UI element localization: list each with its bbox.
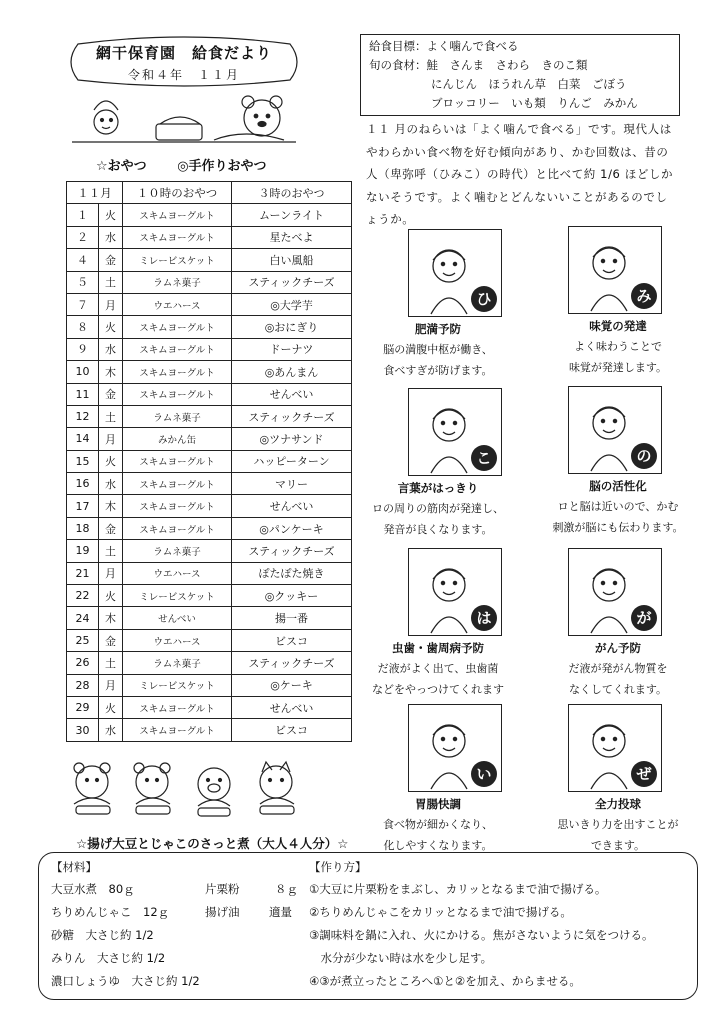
season-line: 鮭 さんま さわら きのこ類: [426, 58, 588, 72]
recipe-step: ③調味料を鍋に入れ、火にかける。焦がさないように気をつける。: [309, 928, 654, 942]
weekday-cell: 月: [99, 674, 123, 696]
season-label: 旬の食材：: [369, 58, 427, 72]
issue-date: 令和４年 １１月: [127, 68, 240, 82]
morning-snack-cell: ミレービスケット: [123, 674, 232, 696]
table-row: [67, 629, 352, 651]
table-row: [67, 562, 352, 584]
weekday-cell: 木: [99, 361, 123, 383]
ingredient-qty: 適量: [269, 905, 292, 919]
goal-label: 給食目標：: [369, 39, 427, 53]
weekday-cell: 月: [99, 428, 123, 450]
day-cell: 17: [67, 495, 99, 517]
table-row: [67, 383, 352, 405]
day-cell: 21: [67, 562, 99, 584]
afternoon-snack-cell: ぽたぽた焼き: [232, 562, 352, 584]
benefit-illustration: [408, 704, 502, 792]
day-cell: 29: [67, 696, 99, 718]
afternoon-snack-cell: せんべい: [232, 696, 352, 718]
ingredient-item: 揚げ油: [205, 905, 240, 919]
benefit-description: なくしてくれます。: [568, 683, 668, 696]
weekday-cell: 金: [99, 629, 123, 651]
benefit-badge: み: [631, 283, 657, 309]
ingredient-item: ちりめんじゃこ 12ｇ: [51, 905, 170, 919]
benefit-illustration: [568, 548, 662, 636]
afternoon-snack-cell: ムーンライト: [232, 204, 352, 226]
benefit-illustration: [568, 386, 662, 474]
weekday-cell: 火: [99, 450, 123, 472]
weekday-cell: 土: [99, 271, 123, 293]
afternoon-snack-cell: ◎パンケーキ: [232, 517, 352, 539]
intro-paragraph: [366, 118, 684, 231]
recipe-step: ②ちりめんじゃこをカリッとなるまで油で揚げる。: [309, 905, 572, 919]
table-row: [67, 607, 352, 629]
ingredient-item: 濃口しょうゆ 大さじ約 1/2: [51, 974, 200, 988]
ingredient-item: 大豆水煮 80ｇ: [51, 882, 135, 896]
table-row: [67, 652, 352, 674]
weekday-cell: 土: [99, 540, 123, 562]
ingredient-qty: ８ｇ: [275, 882, 298, 896]
morning-snack-cell: ウエハース: [123, 629, 232, 651]
benefit-illustration: [408, 229, 502, 317]
benefit-illustration: [568, 226, 662, 314]
benefit-illustration: [408, 388, 502, 476]
benefit-description: ロの周りの筋肉が発達し、: [372, 502, 504, 515]
ingredient-item: みりん 大さじ約 1/2: [51, 951, 166, 965]
weekday-cell: 水: [99, 226, 123, 248]
intro-line: ょうか。: [366, 212, 415, 226]
table-row: [67, 293, 352, 315]
ingredients-label: 【材料】: [51, 860, 97, 874]
season-line: ブロッコリー いも類 りんご みかん: [431, 96, 638, 110]
day-cell: 19: [67, 540, 99, 562]
season-line: にんじん ほうれん草 白菜 ごぼう: [431, 77, 627, 91]
benefit-title: がん予防: [595, 641, 641, 655]
weekday-cell: 水: [99, 338, 123, 360]
day-cell: 22: [67, 585, 99, 607]
benefit-badge: ぜ: [631, 761, 657, 787]
afternoon-snack-cell: せんべい: [232, 383, 352, 405]
goal-row: [369, 37, 519, 55]
day-cell: ４: [67, 249, 99, 271]
benefit-title: 脳の活性化: [589, 479, 647, 493]
table-row: [67, 473, 352, 495]
benefit-description: よく味わうことで: [574, 340, 662, 353]
benefit-illustration: [408, 548, 502, 636]
table-header-row: [67, 182, 352, 204]
day-cell: 16: [67, 473, 99, 495]
morning-snack-cell: ラムネ菓子: [123, 271, 232, 293]
header-month: １１月: [67, 182, 123, 204]
benefit-title: 味覚の発達: [589, 319, 647, 333]
table-row: [67, 540, 352, 562]
season-row: [369, 56, 588, 74]
newsletter-header: [64, 36, 304, 148]
table-row: [67, 450, 352, 472]
weekday-cell: 月: [99, 562, 123, 584]
afternoon-snack-cell: マリー: [232, 473, 352, 495]
table-row: [67, 361, 352, 383]
legend-snack: ☆おやつ: [96, 159, 147, 174]
day-cell: 28: [67, 674, 99, 696]
benefit-badge: が: [631, 605, 657, 631]
table-row: [67, 428, 352, 450]
recipe-step: ①大豆に片栗粉をまぶし、カリッとなるまで油で揚げる。: [309, 882, 607, 896]
afternoon-snack-cell: 揚一番: [232, 607, 352, 629]
table-row: [67, 204, 352, 226]
table-row: [67, 495, 352, 517]
benefit-description: などをやっつけてくれます: [372, 683, 504, 696]
benefit-description: 化しやすくなります。: [383, 839, 493, 852]
benefit-title: 胃腸快調: [415, 797, 461, 811]
morning-snack-cell: せんべい: [123, 607, 232, 629]
table-row: [67, 696, 352, 718]
benefit-badge: い: [471, 761, 497, 787]
table-row: [67, 719, 352, 741]
day-cell: １: [67, 204, 99, 226]
weekday-cell: 土: [99, 652, 123, 674]
morning-snack-cell: スキムヨーグルト: [123, 719, 232, 741]
day-cell: ８: [67, 316, 99, 338]
afternoon-snack-cell: せんべい: [232, 495, 352, 517]
day-cell: 11: [67, 383, 99, 405]
morning-snack-cell: スキムヨーグルト: [123, 383, 232, 405]
afternoon-snack-cell: ◎ケーキ: [232, 674, 352, 696]
benefit-description: 食べ物が細かくなり、: [383, 818, 493, 831]
benefit-description: 思いきり力を出すことが: [557, 818, 679, 831]
weekday-cell: 水: [99, 719, 123, 741]
weekday-cell: 火: [99, 204, 123, 226]
intro-line: １１ 月のねらいは「よく噛んで食べる」です。現代人は: [366, 122, 672, 136]
morning-snack-cell: スキムヨーグルト: [123, 361, 232, 383]
benefit-description: できます。: [590, 839, 646, 852]
afternoon-snack-cell: ドーナツ: [232, 338, 352, 360]
weekday-cell: 木: [99, 607, 123, 629]
snack-menu-table: [66, 181, 352, 742]
table-row: [67, 271, 352, 293]
day-cell: 26: [67, 652, 99, 674]
weekday-cell: 木: [99, 495, 123, 517]
morning-snack-cell: スキムヨーグルト: [123, 338, 232, 360]
morning-snack-cell: ウエハース: [123, 562, 232, 584]
morning-snack-cell: ミレービスケット: [123, 585, 232, 607]
day-cell: ２: [67, 226, 99, 248]
weekday-cell: 火: [99, 696, 123, 718]
goal-value: よく噛んで食べる: [426, 39, 519, 53]
benefit-description: 食べすぎが防げます。: [383, 364, 493, 377]
benefit-description: だ液がよく出て、虫歯菌: [377, 662, 499, 675]
weekday-cell: 火: [99, 585, 123, 607]
morning-snack-cell: スキムヨーグルト: [123, 316, 232, 338]
afternoon-snack-cell: ◎あんまん: [232, 361, 352, 383]
benefit-title: 言葉がはっきり: [397, 481, 479, 495]
benefit-title: 虫歯・歯周病予防: [392, 641, 484, 655]
header-afternoon-snack: ３時のおやつ: [232, 182, 352, 204]
benefit-description: 味覚が発達します。: [568, 361, 668, 374]
weekday-cell: 火: [99, 316, 123, 338]
legend-homemade: ◎手作りおやつ: [177, 159, 267, 174]
afternoon-snack-cell: 白い風船: [232, 249, 352, 271]
day-cell: 30: [67, 719, 99, 741]
day-cell: 15: [67, 450, 99, 472]
morning-snack-cell: ラムネ菓子: [123, 540, 232, 562]
day-cell: ７: [67, 293, 99, 315]
day-cell: 12: [67, 405, 99, 427]
afternoon-snack-cell: ビスコ: [232, 719, 352, 741]
benefit-description: 刺激が脳にも伝わります。: [552, 521, 684, 534]
afternoon-snack-cell: ◎おにぎり: [232, 316, 352, 338]
intro-line: やわらかい食べ物を好む傾向があり、かむ回数は、昔の: [366, 144, 669, 159]
afternoon-snack-cell: 星たべよ: [232, 226, 352, 248]
benefit-title: 全力投球: [595, 797, 641, 811]
morning-snack-cell: ウエハース: [123, 293, 232, 315]
afternoon-snack-cell: スティックチーズ: [232, 405, 352, 427]
morning-snack-cell: ラムネ菓子: [123, 652, 232, 674]
benefit-description: ロと脳は近いので、かむ: [557, 500, 679, 513]
weekday-cell: 金: [99, 517, 123, 539]
afternoon-snack-cell: ビスコ: [232, 629, 352, 651]
benefit-description: 発音が良くなります。: [383, 523, 493, 536]
table-row: [67, 249, 352, 271]
morning-snack-cell: スキムヨーグルト: [123, 517, 232, 539]
table-row: [67, 226, 352, 248]
day-cell: ９: [67, 338, 99, 360]
animals-eating-illustration: [64, 760, 304, 826]
morning-snack-cell: スキムヨーグルト: [123, 495, 232, 517]
morning-snack-cell: スキムヨーグルト: [123, 226, 232, 248]
monthly-goals-box: [360, 34, 680, 116]
benefit-badge: ひ: [471, 286, 497, 312]
morning-snack-cell: スキムヨーグルト: [123, 696, 232, 718]
benefit-badge: の: [631, 443, 657, 469]
day-cell: 25: [67, 629, 99, 651]
ingredient-item: 片栗粉: [205, 882, 240, 896]
day-cell: 14: [67, 428, 99, 450]
table-row: [67, 674, 352, 696]
morning-snack-cell: ミレービスケット: [123, 249, 232, 271]
day-cell: 18: [67, 517, 99, 539]
afternoon-snack-cell: ハッピーターン: [232, 450, 352, 472]
benefit-badge: こ: [471, 445, 497, 471]
afternoon-snack-cell: ◎クッキー: [232, 585, 352, 607]
afternoon-snack-cell: ◎ツナサンド: [232, 428, 352, 450]
recipe-step: 水分が少ない時は水を少し足す。: [309, 951, 493, 965]
recipe-step: ④③が煮立ったところへ①と②を加え、からませる。: [309, 974, 581, 988]
benefit-badge: は: [471, 605, 497, 631]
morning-snack-cell: スキムヨーグルト: [123, 450, 232, 472]
weekday-cell: 金: [99, 249, 123, 271]
benefit-description: 脳の満腹中枢が働き、: [383, 343, 493, 356]
day-cell: 24: [67, 607, 99, 629]
table-row: [67, 316, 352, 338]
day-cell: 10: [67, 361, 99, 383]
ingredient-item: 砂糖 大さじ約 1/2: [51, 928, 154, 942]
benefit-title: 肥満予防: [415, 322, 461, 336]
day-cell: ５: [67, 271, 99, 293]
table-row: [67, 585, 352, 607]
steps-label: 【作り方】: [309, 860, 367, 874]
morning-snack-cell: スキムヨーグルト: [123, 204, 232, 226]
benefit-description: だ液が発がん物質を: [568, 662, 668, 675]
table-row: [67, 517, 352, 539]
recipe-box: [38, 852, 698, 1000]
intro-line: ないそうです。よく噛むとどんないいことがあるのでし: [366, 189, 668, 204]
morning-snack-cell: スキムヨーグルト: [123, 473, 232, 495]
recipe-title: ☆揚げ大豆とじゃこのさっと煮（大人４人分）☆: [76, 836, 349, 851]
afternoon-snack-cell: ◎大学芋: [232, 293, 352, 315]
afternoon-snack-cell: スティックチーズ: [232, 540, 352, 562]
intro-line: 人（卑弥呼（ひみこ）の時代）と比べて約 1/6 ほどしか: [366, 167, 674, 181]
weekday-cell: 金: [99, 383, 123, 405]
weekday-cell: 土: [99, 405, 123, 427]
header-morning-snack: １０時のおやつ: [123, 182, 232, 204]
benefit-illustration: [568, 704, 662, 792]
afternoon-snack-cell: スティックチーズ: [232, 652, 352, 674]
weekday-cell: 月: [99, 293, 123, 315]
weekday-cell: 水: [99, 473, 123, 495]
morning-snack-cell: みかん缶: [123, 428, 232, 450]
table-row: [67, 338, 352, 360]
morning-snack-cell: ラムネ菓子: [123, 405, 232, 427]
afternoon-snack-cell: スティックチーズ: [232, 271, 352, 293]
page-title: 網干保育園 給食だより: [95, 44, 272, 62]
table-row: [67, 405, 352, 427]
snack-legend: [96, 155, 293, 174]
